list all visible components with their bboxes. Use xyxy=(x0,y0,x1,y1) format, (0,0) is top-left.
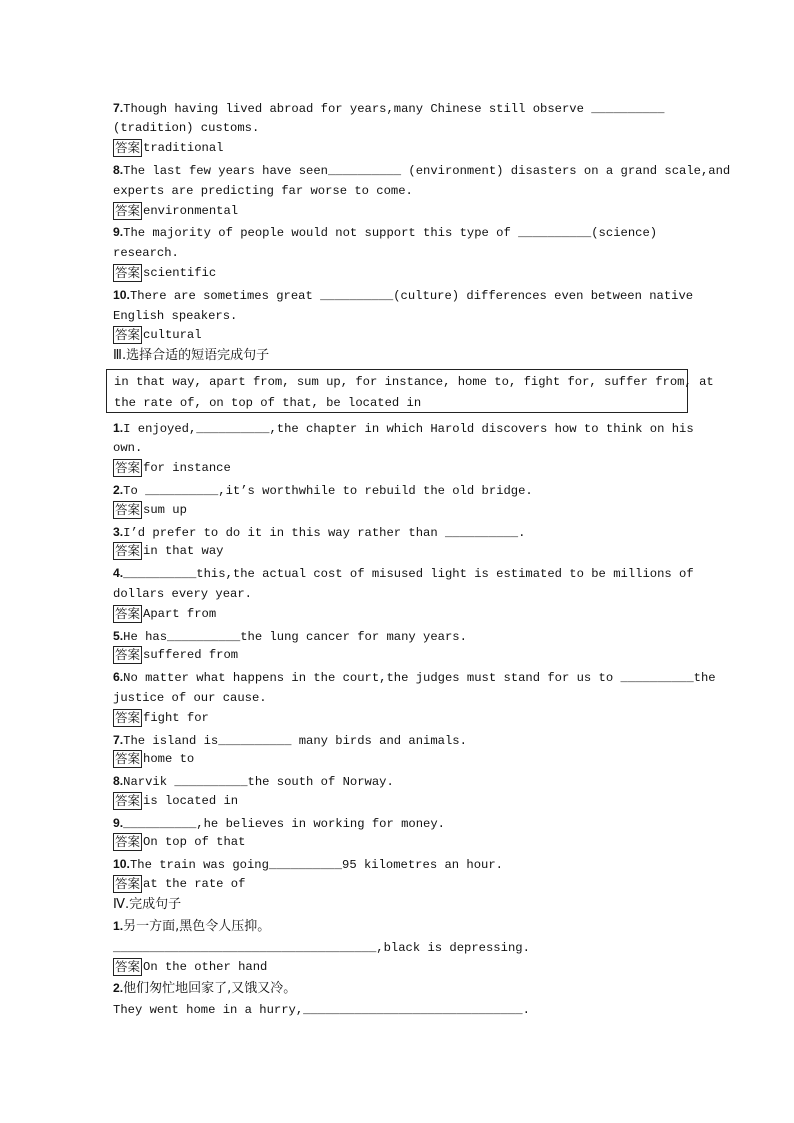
question-9-line1 xyxy=(113,224,657,241)
answer-row xyxy=(113,459,231,477)
answer-row xyxy=(113,709,209,727)
question-text: The train was going__________95 kilometres an hour. xyxy=(129,858,503,872)
question-number: 9. xyxy=(113,225,124,239)
s4-question-1-prompt xyxy=(113,918,270,935)
question-text: The island is__________ many birds and animals. xyxy=(123,734,467,748)
answer-text: scientific xyxy=(143,266,217,280)
answer-text: cultural xyxy=(143,328,202,342)
answer-row xyxy=(113,750,194,768)
question-text: No matter what happens in the court,the judges must stand for us to __________the xyxy=(123,671,716,685)
s3-question-4-line2: dollars every year. xyxy=(113,587,252,601)
question-text: To __________,it’s worthwhile to rebuild the old bridge. xyxy=(123,484,533,498)
answer-label: 答案 xyxy=(115,876,141,891)
s4-question-2-sentence: They went home in a hurry,______________________________. xyxy=(113,1003,530,1017)
s3-question-5 xyxy=(113,628,467,645)
question-number: 3. xyxy=(113,525,124,539)
answer-label: 答案 xyxy=(115,793,141,808)
s3-question-6-line2: justice of our cause. xyxy=(113,691,267,705)
s3-question-6-line1 xyxy=(113,669,716,686)
question-number: 2. xyxy=(113,981,124,995)
question-number: 8. xyxy=(113,774,124,788)
phrase-bank-line1: in that way, apart from, sum up, for instance, home to, fight for, suffer from, at xyxy=(114,375,714,389)
answer-label: 答案 xyxy=(115,203,141,218)
question-text: The majority of people would not support this type of __________(science) xyxy=(123,226,658,240)
question-number: 1. xyxy=(113,919,124,933)
answer-row xyxy=(113,202,238,220)
answer-text: On the other hand xyxy=(143,960,268,974)
answer-label: 答案 xyxy=(115,265,141,280)
answer-label: 答案 xyxy=(115,543,141,558)
answer-row xyxy=(113,264,216,282)
answer-label: 答案 xyxy=(115,606,141,621)
s3-question-10 xyxy=(113,856,503,873)
question-number: 4. xyxy=(113,566,124,580)
answer-row xyxy=(113,605,216,623)
answer-text: environmental xyxy=(143,204,239,218)
answer-text: traditional xyxy=(143,141,224,155)
answer-label: 答案 xyxy=(115,959,141,974)
answer-row xyxy=(113,792,238,810)
answer-label: 答案 xyxy=(115,710,141,725)
question-8-line2: experts are predicting far worse to come. xyxy=(113,184,413,198)
section-3-heading: Ⅲ.选择合适的短语完成句子 xyxy=(113,348,270,363)
s3-question-7 xyxy=(113,732,467,749)
question-number: 10. xyxy=(113,288,130,302)
question-text: __________this,the actual cost of misused light is estimated to be millions of xyxy=(123,567,694,581)
s3-question-2 xyxy=(113,482,533,499)
question-text: The last few years have seen__________ (environment) disasters on a grand scale,and xyxy=(123,164,731,178)
answer-text: for instance xyxy=(143,461,231,475)
question-10-line1 xyxy=(113,287,693,304)
s3-question-1-line2: own. xyxy=(113,441,143,455)
answer-row xyxy=(113,646,238,664)
answer-text: sum up xyxy=(143,503,187,517)
answer-text: On top of that xyxy=(143,835,246,849)
question-number: 7. xyxy=(113,101,124,115)
question-7-line1 xyxy=(113,100,664,117)
question-text: Though having lived abroad for years,many Chinese still observe __________ xyxy=(123,102,665,116)
answer-label: 答案 xyxy=(115,834,141,849)
section-4-heading: Ⅳ.完成句子 xyxy=(113,897,182,912)
question-8-line1 xyxy=(113,162,730,179)
answer-label: 答案 xyxy=(115,751,141,766)
s3-question-3 xyxy=(113,524,525,541)
answer-text: fight for xyxy=(143,711,209,725)
s3-question-1-line1 xyxy=(113,420,694,437)
question-number: 9. xyxy=(113,816,124,830)
question-text: Narvik __________the south of Norway. xyxy=(123,775,394,789)
s4-question-1-sentence: ____________________________________,black is depressing. xyxy=(113,941,530,955)
question-number: 1. xyxy=(113,421,124,435)
answer-row xyxy=(113,501,187,519)
answer-row xyxy=(113,542,223,560)
question-text: He has__________the lung cancer for many years. xyxy=(123,630,467,644)
answer-row xyxy=(113,958,267,976)
answer-label: 答案 xyxy=(115,460,141,475)
question-7-line2: (tradition) customs. xyxy=(113,121,260,135)
question-number: 10. xyxy=(113,857,130,871)
question-9-line2: research. xyxy=(113,246,179,260)
phrase-bank-box xyxy=(106,369,714,413)
question-number: 5. xyxy=(113,629,124,643)
answer-text: Apart from xyxy=(143,607,217,621)
answer-label: 答案 xyxy=(115,140,141,155)
answer-text: home to xyxy=(143,752,195,766)
question-text: I enjoyed,__________,the chapter in which Harold discovers how to think on his xyxy=(123,422,694,436)
answer-label: 答案 xyxy=(115,647,141,662)
s4-question-2-prompt xyxy=(113,980,296,997)
answer-label: 答案 xyxy=(115,502,141,517)
question-number: 6. xyxy=(113,670,124,684)
answer-row xyxy=(113,326,202,344)
answer-text: in that way xyxy=(143,544,224,558)
question-text: There are sometimes great __________(culture) differences even between native xyxy=(129,289,694,303)
question-number: 7. xyxy=(113,733,124,747)
answer-row xyxy=(113,139,223,157)
question-prompt: 他们匆忙地回家了,又饿又冷。 xyxy=(123,981,297,996)
answer-text: suffered from xyxy=(143,648,239,662)
question-number: 2. xyxy=(113,483,124,497)
question-text: __________,he believes in working for money. xyxy=(123,817,445,831)
question-prompt: 另一方面,黑色令人压抑。 xyxy=(123,919,271,934)
s3-question-9 xyxy=(113,815,445,832)
question-number: 8. xyxy=(113,163,124,177)
question-10-line2: English speakers. xyxy=(113,309,238,323)
answer-text: is located in xyxy=(143,794,239,808)
s3-question-4-line1 xyxy=(113,565,694,582)
phrase-bank-line2: the rate of, on top of that, be located in xyxy=(114,396,422,410)
answer-text: at the rate of xyxy=(143,877,246,891)
answer-label: 答案 xyxy=(115,327,141,342)
answer-row xyxy=(113,875,245,893)
s3-question-8 xyxy=(113,773,394,790)
answer-row xyxy=(113,833,245,851)
question-text: I’d prefer to do it in this way rather than __________. xyxy=(123,526,526,540)
